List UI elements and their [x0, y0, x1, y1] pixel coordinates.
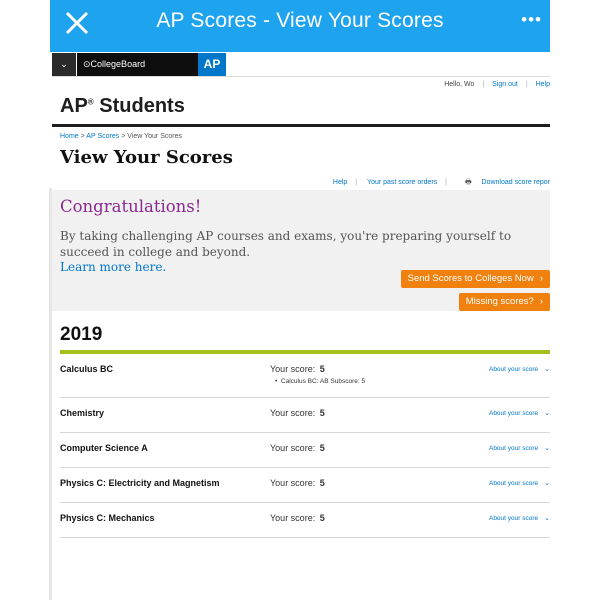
chevron-down-icon: ⌄ — [544, 445, 550, 452]
app-bar — [50, 0, 550, 52]
help-links: Help | Your past score orders | 🖶 Download score repor — [332, 179, 550, 186]
page-title: View Your Scores — [60, 147, 233, 168]
breadcrumb-current: View Your Scores — [127, 133, 182, 140]
chevron-down-icon: ⌄ — [544, 366, 550, 373]
greeting: Hello, Wo — [444, 81, 475, 88]
congrats-message: By taking challenging AP courses and exams, you're preparing yourself to succeed in college and beyond. — [60, 229, 512, 259]
course-name: Chemistry — [60, 408, 105, 418]
about-score-link[interactable]: About your score ⌄ — [488, 410, 550, 417]
score-row — [60, 433, 550, 468]
about-score-link[interactable]: About your score ⌄ — [488, 515, 550, 522]
score-value: Your score: 5 — [270, 513, 325, 523]
score-value: Your score: 5 — [270, 443, 325, 453]
score-row — [60, 468, 550, 503]
app-bar-title: AP Scores - View Your Scores — [156, 9, 444, 32]
divider — [52, 124, 550, 127]
breadcrumb: Home > AP Scores > View Your Scores — [60, 133, 182, 140]
site-title[interactable]: AP® Students — [60, 95, 185, 117]
help-link-2[interactable]: Help — [332, 179, 348, 186]
user-links: Hello, Wo | Sign out | Help — [444, 81, 550, 88]
printer-icon: 🖶 — [464, 179, 472, 186]
about-score-link[interactable]: About your score ⌄ — [488, 480, 550, 487]
score-value: Your score: 5 — [270, 364, 325, 374]
missing-scores-button[interactable]: Missing scores? › — [459, 293, 550, 311]
download-report-link[interactable]: 🖶 Download score repor — [464, 179, 550, 186]
score-row — [60, 503, 550, 538]
course-name: Physics C: Mechanics — [60, 513, 155, 523]
breadcrumb-ap-scores[interactable]: AP Scores — [86, 133, 120, 140]
score-value: Your score: 5 — [270, 478, 325, 488]
help-link[interactable]: Help — [535, 81, 550, 88]
ap-logo[interactable]: AP — [198, 53, 226, 76]
score-row — [60, 398, 550, 433]
score-value: Your score: 5 — [270, 408, 325, 418]
collegeboard-logo[interactable]: ⊙CollegeBoard — [77, 53, 198, 76]
subscore: • Calculus BC: AB Subscore: 5 — [275, 378, 366, 385]
chevron-down-icon: ⌄ — [544, 410, 550, 417]
learn-more-link[interactable]: Learn more here. — [60, 260, 167, 274]
sign-out-link[interactable]: Sign out — [492, 81, 518, 88]
chevron-down-icon: ⌄ — [544, 480, 550, 487]
chevron-down-icon: ⌄ — [544, 515, 550, 522]
more-dots-icon[interactable]: ••• — [521, 10, 542, 29]
year-heading: 2019 — [60, 324, 103, 345]
breadcrumb-home[interactable]: Home — [60, 133, 79, 140]
about-score-link[interactable]: About your score ⌄ — [488, 445, 550, 452]
chevron-right-icon: › — [539, 296, 543, 307]
score-row — [60, 354, 550, 398]
send-scores-button[interactable]: Send Scores to Colleges Now › — [401, 270, 550, 288]
chevron-right-icon: › — [539, 273, 543, 284]
past-orders-link[interactable]: Your past score orders — [367, 179, 438, 186]
course-name: Computer Science A — [60, 443, 148, 453]
congrats-heading: Congratulations! — [60, 197, 202, 216]
course-name: Calculus BC — [60, 364, 114, 374]
about-score-link[interactable]: About your score ⌄ — [488, 366, 550, 373]
collegeboard-bar — [52, 53, 550, 77]
course-name: Physics C: Electricity and Magnetism — [60, 478, 220, 488]
menu-chevron-icon[interactable]: ⌄ — [52, 53, 76, 76]
congratulations-panel — [52, 190, 550, 311]
